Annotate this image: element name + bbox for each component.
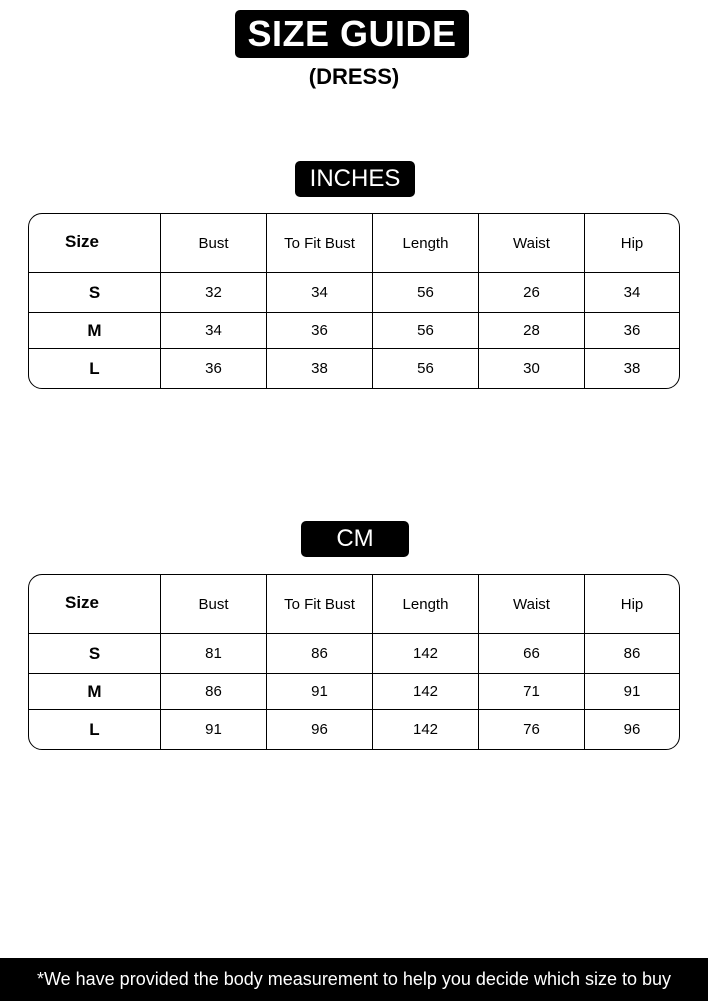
table-header-row [29,575,679,634]
inches-size-table [28,213,680,389]
bust-value: 34 [161,313,267,348]
to-fit-bust-value: 36 [267,313,373,348]
waist-value: 71 [479,674,585,709]
cm-size-table [28,574,680,750]
size-label: S [29,273,161,312]
table-row [29,634,679,674]
hip-value: 36 [623,322,641,339]
waist-value: 28 [479,313,585,348]
size-label: M [29,313,161,348]
column-header-size: Size [29,575,161,633]
to-fit-bust-value: 91 [267,674,373,709]
table-row [29,349,679,388]
length-value: 142 [373,674,479,709]
cm-section-label: CM [301,521,409,557]
page-title: SIZE GUIDE [235,10,469,58]
length-value: 56 [373,349,479,388]
column-header-length: Length [373,575,479,633]
waist-value: 30 [479,349,585,388]
bust-value: 86 [161,674,267,709]
hip-value: 34 [623,284,641,301]
page-subtitle: (DRESS) [308,64,400,89]
size-label: L [29,349,161,388]
table-row [29,674,679,710]
column-header-to-fit-bust: To Fit Bust [267,214,373,272]
hip-value: 86 [623,645,641,662]
hip-value: 38 [623,360,641,377]
to-fit-bust-value: 38 [267,349,373,388]
footer-note: *We have provided the body measurement to help you decide which size to buy [0,958,708,1001]
waist-value: 76 [479,710,585,749]
length-value: 56 [373,313,479,348]
column-header-bust: Bust [161,575,267,633]
hip-value: 91 [623,683,641,700]
column-header-size: Size [29,214,161,272]
size-label: M [29,674,161,709]
table-row [29,710,679,749]
waist-value: 66 [479,634,585,673]
waist-value: 26 [479,273,585,312]
to-fit-bust-value: 34 [267,273,373,312]
column-header-hip: Hip [620,595,644,613]
size-label: L [29,710,161,749]
length-value: 56 [373,273,479,312]
bust-value: 81 [161,634,267,673]
to-fit-bust-value: 86 [267,634,373,673]
length-value: 142 [373,710,479,749]
hip-value: 96 [623,721,641,738]
bust-value: 32 [161,273,267,312]
size-label: S [29,634,161,673]
bust-value: 91 [161,710,267,749]
length-value: 142 [373,634,479,673]
table-row [29,273,679,313]
to-fit-bust-value: 96 [267,710,373,749]
table-row [29,313,679,349]
table-header-row [29,214,679,273]
column-header-waist: Waist [479,214,585,272]
column-header-length: Length [373,214,479,272]
column-header-hip: Hip [620,234,644,252]
bust-value: 36 [161,349,267,388]
column-header-bust: Bust [161,214,267,272]
column-header-to-fit-bust: To Fit Bust [267,575,373,633]
inches-section-label: INCHES [295,161,415,197]
column-header-waist: Waist [479,575,585,633]
